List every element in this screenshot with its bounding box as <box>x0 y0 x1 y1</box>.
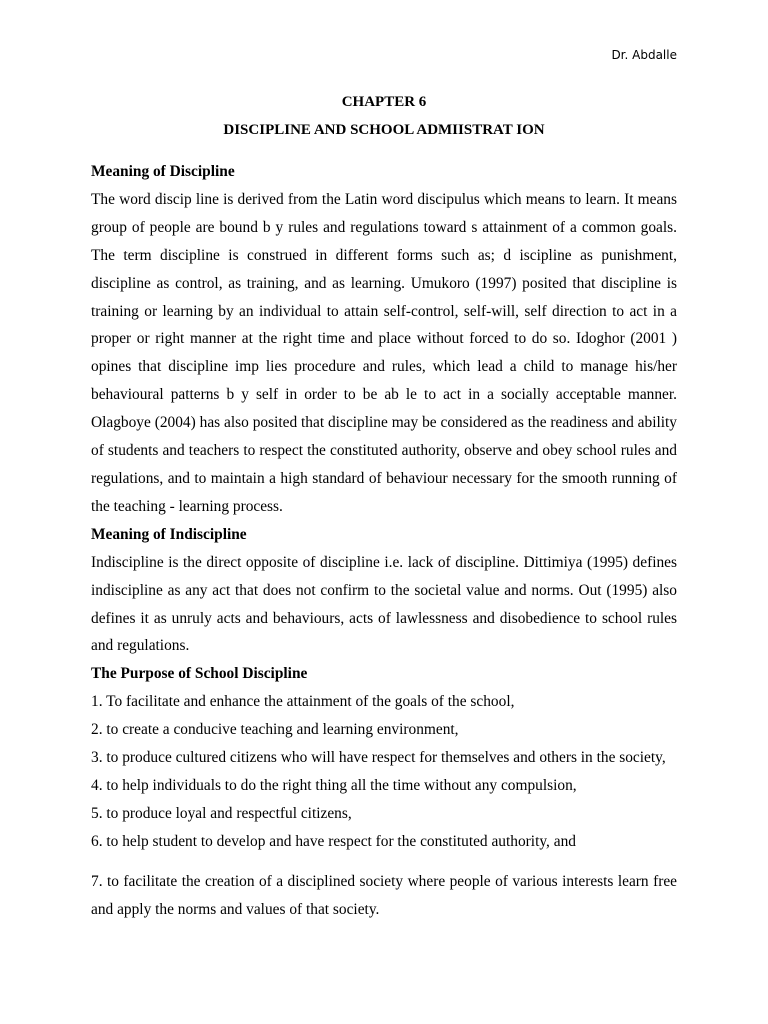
section-meaning-of-indiscipline <box>91 521 677 661</box>
list-item: 7. to facilitate the creation of a disciplined society where people of various interests learn free and apply the norms and values of that society. <box>91 872 677 918</box>
list-item: 5. to produce loyal and respectful citizens, <box>91 804 352 822</box>
list-item: 3. to produce cultured citizens who will have respect for themselves and others in the society, <box>91 749 666 767</box>
list-item: 6. to help student to develop and have respect for the constituted authority, and <box>91 832 576 850</box>
list-item: 1. To facilitate and enhance the attainment of the goals of the school, <box>91 693 515 711</box>
list-item: 4. to help individuals to do the right thing all the time without any compulsion, <box>91 776 577 794</box>
chapter-number: CHAPTER 6 <box>341 94 427 110</box>
section-heading: Meaning of Indiscipline <box>91 525 247 543</box>
section-purpose-of-school-discipline <box>91 660 677 923</box>
header-author: Dr. Abdalle <box>611 48 677 62</box>
section-heading: Meaning of Discipline <box>91 163 235 180</box>
section-meaning-of-discipline <box>91 158 677 521</box>
section-heading: The Purpose of School Discipline <box>91 665 308 683</box>
chapter-title: DISCIPLINE AND SCHOOL ADMIISTRAT ION <box>223 122 545 138</box>
section-paragraph: The word discip line is derived from the Latin word discipulus which means to learn. It means group of people are bound b y rules and regulations toward s attainment of a common goals. The term discipline is construed in different forms such as; d iscipline as punishment, discipline as control, as training, and as learning. Umukoro (1997) posited that discipline is training or learning by an individual to attain self-control, self-will, self direction to act in a proper or right manner at the right time and place without forced to do so. Idoghor (2001 ) opines that discipline imp lies procedure and rules, which lead a child to manage his/her behavioural patterns b y self in order to be ab le to act in a socially acceptable manner. Olagboye (2004) has also posited that discipline may be considered as the readiness and ability of students and teachers to respect the constituted authority, observe and obey school rules and regulations, and to maintain a high standard of behaviour necessary for the smooth running of the teaching - learning process. <box>91 190 677 515</box>
list-item: 2. to create a conducive teaching and learning environment, <box>91 721 459 739</box>
document-body <box>91 158 677 923</box>
purpose-list <box>91 688 677 855</box>
section-paragraph: Indiscipline is the direct opposite of discipline i.e. lack of discipline. Dittimiya (1995) defines indiscipline as any act that does not confirm to the societal value and norms. Out (1995) also defines it as unruly acts and behaviours, acts of lawlessness and disobedience to school rules and regulations. <box>91 553 677 655</box>
